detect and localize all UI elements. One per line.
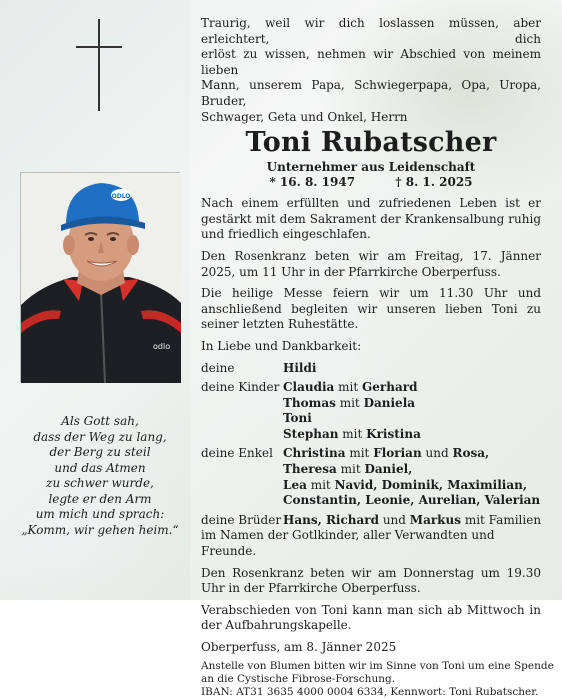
- poem-line: dass der Weg zu lang,: [33, 429, 167, 444]
- jacket-logo: odlo: [153, 342, 171, 351]
- intro-text: [201, 16, 541, 125]
- cross-icon: [98, 19, 100, 111]
- mourner-name: Hildi: [283, 360, 317, 375]
- farewell-paragraph: Verabschieden von Toni kann man sich ab Mittwoch in der Aufbahrungskapelle.: [201, 602, 541, 633]
- donation-line: IBAN: AT31 3635 4000 0004 6334, Kennwort: Toni Rubatscher.: [201, 686, 539, 698]
- mourner-wife: [201, 361, 541, 377]
- list-item: Stephan mit Kristina: [283, 426, 421, 441]
- place-date: Oberperfuss, am 8. Jänner 2025: [201, 640, 397, 654]
- donation-line: Anstelle von Blumen bitten wir im Sinne von Toni um eine Spende: [201, 659, 554, 672]
- intro-line: Mann, unserem Papa, Schwiegerpapa, Opa, Uropa, Bruder,: [201, 78, 541, 108]
- poem-line: und das Atmen: [54, 460, 146, 475]
- mass-paragraph: Die heilige Messe feiern wir um 11.30 Uhr und anschließend begleiten wir unseren lieben Toni zu seiner letzten Ruhestätte.: [201, 286, 541, 332]
- intro-line: erlöst zu wissen, nehmen wir Abschied von meinem lieben: [201, 47, 541, 77]
- rosary-paragraph: Den Rosenkranz beten wir am Freitag, 17. Jänner 2025, um 11 Uhr in der Pfarrkirche Oberperfuss.: [201, 248, 541, 279]
- list-item: Lea mit Navid, Dominik, Maximilian,: [283, 477, 528, 492]
- godchildren-line: im Namen der Gotlkinder, aller Verwandten und Freunde.: [201, 528, 495, 559]
- intro-line: Traurig, weil wir dich loslassen müssen, aber erleichtert, dich: [201, 16, 541, 46]
- death-paragraph: Nach einem erfüllten und zufriedenen Leben ist er gestärkt mit dem Sakrament der Krankensalbung ruhig und friedlich eingeschlafen.: [201, 196, 541, 242]
- rosary2-paragraph: Den Rosenkranz beten wir am Donnerstag um 19.30 Uhr in der Pfarrkirche Oberperfuss.: [201, 565, 541, 596]
- list-item: Christina mit Florian und Rosa,: [283, 446, 490, 461]
- poem-line: „Komm, wir gehen heim.“: [21, 522, 179, 537]
- birth-date: * 16. 8. 1947: [269, 175, 356, 190]
- mourner-label: deine Enkel: [201, 446, 273, 461]
- poem: [20, 414, 180, 538]
- intro-line: Schwager, Geta und Onkel, Herrn: [201, 109, 408, 124]
- list-item: Toni: [283, 411, 312, 426]
- deceased-name: Toni Rubatscher: [245, 127, 497, 159]
- obituary-text: [201, 16, 554, 699]
- mourner-label: deine Brüder: [201, 512, 282, 527]
- mourner-children: [201, 380, 541, 442]
- mourner-label: deine: [201, 360, 235, 375]
- poem-line: legte er den Arm: [48, 491, 152, 506]
- cross-icon-bar: [76, 46, 122, 48]
- list-item: Thomas mit Daniela: [283, 395, 416, 410]
- life-dates: [201, 175, 541, 190]
- list-item: Theresa mit Daniel,: [283, 462, 413, 477]
- poem-line: Als Gott sah,: [61, 414, 139, 428]
- poem-line: zu schwer wurde,: [46, 476, 154, 490]
- death-date: † 8. 1. 2025: [395, 175, 473, 190]
- list-item: Claudia mit Gerhard: [283, 380, 418, 395]
- portrait-photo: [20, 172, 180, 382]
- poem-line: um mich und sprach:: [35, 507, 165, 521]
- deceased-subtitle: Unternehmer aus Leidenschaft: [266, 160, 476, 175]
- donation-line: an die Cystische Fibrose-Forschung.: [201, 672, 396, 685]
- mourner-grandchildren: [201, 446, 541, 508]
- mourner-label: deine Kinder: [201, 380, 280, 395]
- list-item: Constantin, Leonie, Aurelian, Valerian: [283, 493, 541, 508]
- cap-logo: ODLO: [111, 193, 131, 200]
- love-line: In Liebe und Dankbarkeit:: [201, 338, 362, 353]
- poem-line: der Berg zu steil: [49, 445, 151, 459]
- donation-note: [201, 659, 554, 699]
- mourner-siblings: deine Brüder Hans, Richard und Markus mit Familien: [201, 512, 542, 527]
